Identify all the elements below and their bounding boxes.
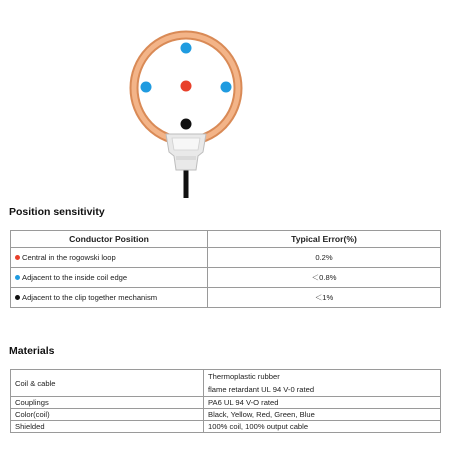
table-header-row	[11, 231, 441, 248]
black-dot-icon	[15, 295, 20, 300]
materials-heading: Materials	[9, 345, 55, 357]
material-key: Couplings	[11, 397, 204, 409]
header-typical-error: Typical Error(%)	[208, 231, 441, 248]
dot-left	[141, 82, 152, 93]
material-key: Color(coil)	[11, 409, 204, 421]
table-row	[11, 288, 441, 308]
blue-dot-icon	[15, 275, 20, 280]
material-value-line: Thermoplastic rubber	[208, 372, 280, 381]
dot-center	[181, 81, 192, 92]
position-sensitivity-table	[10, 230, 441, 308]
table-row	[11, 421, 441, 433]
material-key: Coil & cable	[11, 370, 204, 397]
error-value: 0.2%	[208, 248, 441, 268]
table-row	[11, 370, 441, 397]
table-row	[11, 248, 441, 268]
material-value	[204, 370, 441, 397]
dot-clip	[181, 119, 192, 130]
error-value: ＜1%	[208, 288, 441, 308]
material-value: PA6 UL 94 V-O rated	[204, 397, 441, 409]
error-value: ＜0.8%	[208, 268, 441, 288]
table-row	[11, 268, 441, 288]
clip-mechanism	[166, 134, 206, 170]
material-key: Shielded	[11, 421, 204, 433]
table-row	[11, 397, 441, 409]
position-label: Adjacent to the clip together mechanism	[22, 293, 158, 302]
table-row	[11, 409, 441, 421]
material-value: 100% coil, 100% output cable	[204, 421, 441, 433]
dot-top	[181, 43, 192, 54]
position-label: Central in the rogowski loop	[22, 253, 116, 262]
rogowski-coil-diagram	[0, 0, 452, 200]
material-value: Black, Yellow, Red, Green, Blue	[204, 409, 441, 421]
position-label: Adjacent to the inside coil edge	[22, 273, 128, 282]
header-conductor-position: Conductor Position	[11, 231, 208, 248]
position-sensitivity-heading: Position sensitivity	[9, 206, 105, 218]
material-value-line: flame retardant UL 94 V-0 rated	[208, 385, 315, 394]
dot-right	[221, 82, 232, 93]
materials-table	[10, 369, 441, 433]
red-dot-icon	[15, 255, 20, 260]
